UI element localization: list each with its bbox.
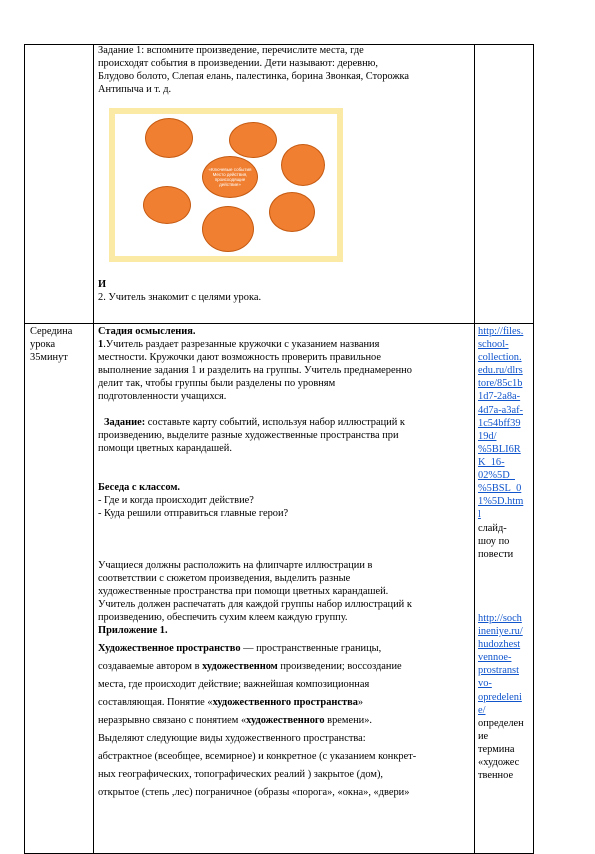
- resource-link-1-line[interactable]: 1%5D.htm: [478, 496, 524, 508]
- resource-link-1-line[interactable]: http://files.: [478, 326, 524, 337]
- resource-description-2-line: термина: [478, 744, 515, 756]
- question-2: - Куда решили отправиться главные герои?: [98, 508, 289, 519]
- appendix-line-8: ных географических, топографических реалий ) закрытое (дом),: [98, 769, 384, 780]
- resource-description-1-line: шоу по: [478, 536, 510, 548]
- appendix-line-5-b: художественного: [246, 715, 325, 726]
- resource-link-1-line[interactable]: 1d7-2a8a-: [478, 391, 521, 403]
- stage-title: Стадия осмысления.: [98, 326, 196, 337]
- resource-link-1-line[interactable]: edu.ru/dlrs: [478, 365, 523, 377]
- paragraph-1-line-4: делит так, чтобы группы были разделены по уровням: [98, 378, 336, 389]
- resource-link-2-line[interactable]: http://soch: [478, 613, 522, 624]
- resource-link-1-line[interactable]: K_16-: [478, 456, 505, 468]
- diagram-canvas: [115, 114, 337, 256]
- appendix-line-1-rest: — пространственные границы,: [240, 643, 382, 654]
- task-2-line-1: [104, 416, 405, 429]
- task-2-text: составьте карту событий, используя набор иллюстраций к: [145, 417, 405, 428]
- resource-link-1[interactable]: [478, 325, 523, 521]
- resource-link-1-line[interactable]: school-: [478, 339, 509, 351]
- resource-link-1-line[interactable]: tore/85c1b: [478, 378, 523, 390]
- appendix-term: Художественное пространство: [98, 643, 241, 654]
- resource-description-2: [478, 717, 524, 782]
- resource-description-1-line: слайд-: [478, 523, 507, 534]
- resource-link-1-line[interactable]: 4d7a-a3af-: [478, 404, 523, 416]
- task-1-line-3: Блудово болото, Слепая елань, палестинка, борина Звонкая, Сторожка: [98, 71, 410, 82]
- appendix-line-7: абстрактное (всеобщее, всемирное) и конкретное (с указанием конкрет-: [98, 751, 417, 762]
- resource-link-2-line[interactable]: prostranst: [478, 665, 519, 677]
- diagram-circle: [143, 186, 191, 224]
- resource-description-2-line: определен: [478, 718, 524, 729]
- paragraph-3-line-3: художественные пространства при помощи цветных карандашей.: [98, 586, 389, 597]
- appendix-line-4-b: художественного пространства: [212, 697, 358, 708]
- diagram-circle: [145, 118, 193, 158]
- item-2: 2. Учитель знакомит с целями урока.: [98, 292, 262, 303]
- paragraph-1-number: 1: [98, 339, 104, 350]
- diagram-circle: [281, 144, 325, 186]
- appendix-line-2-c: произведении; воссоздание: [277, 661, 402, 672]
- appendix-line-3: места, где происходит действие; важнейшая композиционная: [98, 679, 370, 690]
- stage-label-line-3: 35минут: [30, 352, 68, 363]
- resource-link-2-line[interactable]: ineniye.ru/: [478, 626, 523, 638]
- column-divider-1: [93, 45, 94, 853]
- appendix-line-5-c: времени».: [324, 715, 372, 726]
- paragraph-3-line-1: Учащиеся должны расположить на флипчарте иллюстрации в: [98, 560, 373, 571]
- appendix-line-6: Выделяют следующие виды художественного пространства:: [98, 733, 366, 744]
- resource-link-1-line[interactable]: 1c54bff39: [478, 417, 521, 429]
- resource-description-2-line: твенное: [478, 770, 514, 782]
- paragraph-3-line-2: соответствии с сюжетом произведения, выделить разные: [98, 573, 351, 584]
- diagram-circle: [269, 192, 315, 232]
- resource-description-2-line: ие: [478, 731, 489, 743]
- paragraph-1-line-2: местности. Кружочки дают возможность проверить правильное: [98, 352, 381, 363]
- paragraph-3-line-4: Учитель должен распечатать для каждой группы набор иллюстраций к: [98, 599, 412, 610]
- column-divider-2: [474, 45, 475, 853]
- task-1-line-2: происходят события в произведении. Дети называют: деревню,: [98, 58, 379, 69]
- diagram-circle: [202, 206, 254, 252]
- resource-description-1-line: повести: [478, 549, 514, 561]
- task-2-label: Задание:: [104, 417, 146, 428]
- resource-description-1: [478, 522, 513, 561]
- resource-link-1-line[interactable]: %5BSL_0: [478, 483, 522, 495]
- resource-link-1-line[interactable]: 02%5D_: [478, 470, 515, 482]
- resource-link-2-line[interactable]: hudozhest: [478, 639, 521, 651]
- stage-label-line-2: урока: [30, 339, 56, 350]
- task-2-line-3: помощи цветных карандашей.: [98, 443, 232, 454]
- appendix-line-5: [98, 714, 372, 727]
- appendix-line-2-b: художественном: [202, 661, 278, 672]
- row-divider: [25, 323, 533, 324]
- resource-link-1-line[interactable]: 19d/: [478, 430, 497, 442]
- appendix-line-2-a: создаваемые автором в: [98, 661, 203, 672]
- resource-link-2-line[interactable]: opredeleni: [478, 691, 522, 703]
- resource-link-2-line[interactable]: vennoe-: [478, 652, 512, 664]
- diagram-center-text: «Ключевые события Место действия, происходящие действие»: [208, 166, 252, 188]
- question-1: - Где и когда происходит действие?: [98, 495, 254, 506]
- task-1-line-4: Антипыча и т. д.: [98, 84, 172, 95]
- resource-link-1-line[interactable]: l: [478, 509, 481, 521]
- resource-link-1-line[interactable]: %5BLI6R: [478, 443, 521, 455]
- resource-link-2-line[interactable]: e/: [478, 704, 486, 716]
- stage-label-line-1: Середина: [30, 326, 73, 337]
- letter-i: И: [98, 279, 107, 290]
- resource-link-2-line[interactable]: vo-: [478, 678, 492, 690]
- resource-description-2-line: «художес: [478, 757, 520, 769]
- paragraph-3-line-5: произведению, обеспечить сухим клеем каждую группу.: [98, 612, 348, 623]
- appendix-line-2: [98, 660, 402, 673]
- appendix-line-4: [98, 696, 363, 709]
- paragraph-1-text: .Учитель раздает разрезанные кружочки с указанием названия: [103, 339, 380, 350]
- appendix-line-9: открытое (степь ,лес) пограничное (образы «порога», «окна», «двери»: [98, 787, 410, 798]
- resource-link-1-line[interactable]: collection.: [478, 352, 522, 364]
- diagram-center-circle: [202, 156, 258, 198]
- resource-link-2[interactable]: [478, 612, 523, 717]
- conversation-title: Беседа с классом.: [98, 482, 180, 493]
- diagram-circle: [229, 122, 277, 158]
- paragraph-1-line-3: выполнение задания 1 и разделить на группы. Учитель преднамеренно: [98, 365, 412, 376]
- paragraph-1-line-1: [98, 338, 379, 351]
- appendix-line-1: [98, 642, 381, 655]
- task-1-line-1: Задание 1: вспомните произведение, перечислите места, где: [98, 45, 364, 56]
- appendix-line-4-a: составляющая. Понятие «: [98, 697, 213, 708]
- appendix-line-5-a: неразрывно связано с понятием «: [98, 715, 247, 726]
- appendix-line-4-c: »: [357, 697, 364, 708]
- event-map-diagram: [109, 108, 343, 262]
- appendix-title: Приложение 1.: [98, 625, 168, 636]
- task-2-line-2: произведению, выделите разные художественные пространства при: [98, 430, 399, 441]
- paragraph-1-line-5: подготовленности учащихся.: [98, 391, 227, 402]
